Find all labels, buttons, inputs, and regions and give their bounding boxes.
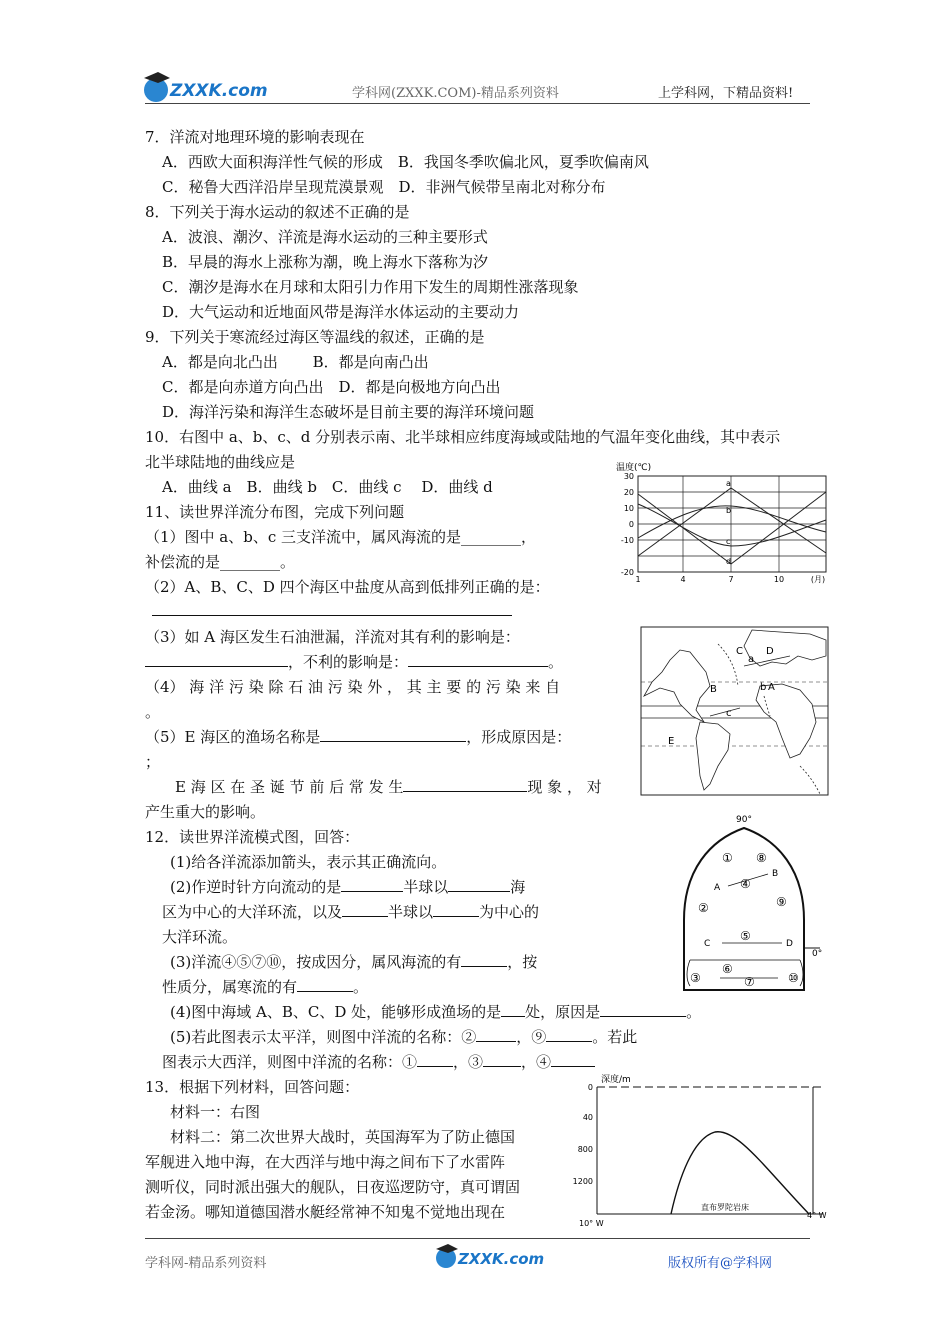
q13-material2-line2: 军舰进入地中海，在大西洋与地中海之间布下了水雷阵 bbox=[145, 1153, 506, 1171]
gyre-current-5: ⑤ bbox=[740, 929, 751, 943]
q7-stem: 7．洋流对地理环境的影响表现在 bbox=[145, 128, 365, 146]
curve-label-c: c bbox=[726, 537, 731, 546]
q12-part2b-blank-1 bbox=[342, 902, 388, 917]
map-label-C: C bbox=[736, 646, 743, 657]
q12-part5b-blank-2 bbox=[483, 1052, 521, 1067]
temp-xunit: (月) bbox=[810, 575, 826, 584]
footer-right[interactable]: 版权所有@学科网 bbox=[668, 1256, 773, 1271]
q11-part2-blank bbox=[152, 601, 512, 616]
q12-part5a bbox=[170, 1025, 637, 1050]
q11-part5-start: （5）E 海区的渔场名称是 bbox=[145, 728, 321, 746]
q12-part2c: 大洋环流。 bbox=[162, 928, 238, 946]
q11-part6-blank bbox=[403, 777, 527, 792]
q12-part5b-1: 图表示大西洋，则图中洋流的名称：① bbox=[162, 1053, 418, 1071]
q11-part5b: ； bbox=[145, 753, 161, 771]
map-label-B: B bbox=[710, 684, 717, 695]
gyre-current-8: ⑧ bbox=[756, 851, 767, 865]
q12-part2b-1: 区为中心的大洋环流，以及 bbox=[162, 903, 343, 921]
gyre-current-7: ⑦ bbox=[744, 975, 755, 989]
q8-option-a: A．波浪、潮汐、洋流是海水运动的三种主要形式 bbox=[162, 228, 488, 246]
q9-stem: 9．下列关于寒流经过海区等温线的叙述，正确的是 bbox=[145, 328, 485, 346]
gyre-letter-A: A bbox=[714, 883, 721, 893]
q12-part3b-2: 。 bbox=[353, 978, 369, 996]
gyre-equator-label: 0° bbox=[812, 949, 823, 959]
q10-stem-2: 北半球陆地的曲线应是 bbox=[145, 453, 296, 471]
curve-label-b: b bbox=[726, 506, 732, 515]
q12-part3a-2: ，按 bbox=[507, 953, 538, 971]
q12-part5b-3: ，④ bbox=[521, 1053, 552, 1071]
temp-ytick-10: 10 bbox=[623, 504, 634, 513]
map-label-E: E bbox=[668, 736, 675, 747]
q12-part5a-1: (5)若此图表示太平洋，则图中洋流的名称：② bbox=[170, 1028, 477, 1046]
q12-part5b-2: ，③ bbox=[453, 1053, 484, 1071]
temp-xtick-4: 4 bbox=[680, 575, 686, 584]
q11-part3-end: 。 bbox=[548, 653, 564, 671]
gyre-letter-D: D bbox=[786, 939, 793, 949]
footer-logo bbox=[432, 1240, 545, 1272]
footer-rule bbox=[145, 1238, 810, 1239]
q12-part5a-blank-1 bbox=[476, 1027, 516, 1042]
q11-part4b: 。 bbox=[145, 703, 161, 721]
map-label-a: a bbox=[748, 654, 755, 665]
q12-part5b-blank-1 bbox=[417, 1052, 453, 1067]
q8-option-d: D．大气运动和近地面风带是海洋水体运动的主要动力 bbox=[162, 303, 520, 321]
q11-part7: 产生重大的影响。 bbox=[145, 803, 266, 821]
ocean-current-map bbox=[640, 626, 830, 796]
strait-depth-chart bbox=[572, 1068, 833, 1230]
q7-options-ab: A．西欧大面积海洋性气候的形成 B．我国冬季吹偏北风，夏季吹偏南风 bbox=[162, 153, 649, 171]
q10-options: A．曲线 a B．曲线 b C．曲线 c D．曲线 d bbox=[162, 478, 493, 496]
q13-material2-line1: 材料二：第二次世界大战时，英国海军为了防止德国 bbox=[170, 1128, 516, 1146]
logo-text: ZXXK.com bbox=[170, 81, 268, 101]
gyre-current-10: ⑩ bbox=[788, 971, 799, 985]
q13-material1: 材料一：右图 bbox=[170, 1103, 261, 1121]
gyre-letter-C: C bbox=[704, 939, 711, 949]
q12-part5b-blank-3 bbox=[551, 1052, 595, 1067]
curve-d bbox=[638, 492, 826, 564]
gyre-current-3: ③ bbox=[690, 971, 701, 985]
q12-part3a-blank bbox=[461, 952, 507, 967]
logo-icon bbox=[140, 66, 270, 106]
q11-part6-start: E 海 区 在 圣 诞 节 前 后 常 发 生 bbox=[175, 778, 404, 796]
q9-options-cd: C．都是向赤道方向凸出 D．都是向极地方向凸出 bbox=[162, 378, 501, 396]
header-logo bbox=[140, 66, 270, 106]
q11-stem: 11、读世界洋流分布图，完成下列问题 bbox=[145, 503, 405, 521]
q11-part6 bbox=[175, 775, 602, 800]
q12-part2a-1: (2)作逆时针方向流动的是 bbox=[170, 878, 342, 896]
q11-part3a: （3）如 A 海区发生石油泄漏，洋流对其有利的影响是： bbox=[145, 628, 520, 646]
q12-part4 bbox=[170, 1000, 701, 1025]
header-rule bbox=[145, 103, 810, 104]
curve-label-d: d bbox=[726, 557, 732, 566]
q11-part1b: 补偿流的是________。 bbox=[145, 553, 296, 571]
gyre-current-9: ⑨ bbox=[776, 895, 787, 909]
footer-left: 学科网-精品系列资料 bbox=[145, 1256, 267, 1271]
temperature-chart bbox=[612, 458, 834, 586]
depth-ytick-1200: 1200 bbox=[572, 1177, 593, 1186]
gyre-current-6: ⑥ bbox=[722, 962, 733, 976]
gyre-current-2: ② bbox=[698, 901, 709, 915]
q11-part3b bbox=[145, 650, 563, 675]
q13-material2-line4: 若金汤。哪知道德国潜水艇经常神不知鬼不觉地出现在 bbox=[145, 1203, 506, 1221]
q11-part1a: （1）图中 a、b、c 三支洋流中，属风海流的是________， bbox=[145, 528, 537, 546]
q11-part3-mid: ，不利的影响是： bbox=[288, 653, 409, 671]
temp-xtick-10: 10 bbox=[773, 575, 785, 584]
temp-ytick-m20: -20 bbox=[620, 568, 634, 577]
q11-part3-blank-1 bbox=[145, 652, 288, 667]
q8-stem: 8．下列关于海水运动的叙述不正确的是 bbox=[145, 203, 410, 221]
depth-right-label: 4° W bbox=[807, 1211, 827, 1220]
temp-ytick-0: 0 bbox=[628, 520, 634, 529]
q11-part3-blank-2 bbox=[408, 652, 548, 667]
q11-part6-end: 现 象 ， 对 bbox=[527, 778, 602, 796]
q12-part2a-2: 半球以 bbox=[403, 878, 449, 896]
q12-part3b bbox=[162, 975, 368, 1000]
header-right: 上学科网，下精品资料! bbox=[658, 86, 794, 101]
q7-options-cd: C．秘鲁大西洋沿岸呈现荒漠景观 D．非洲气候带呈南北对称分布 bbox=[162, 178, 606, 196]
map-label-c: c bbox=[726, 708, 732, 719]
q8-option-c: C．潮汐是海水在月球和太阳引力作用下发生的周期性涨落现象 bbox=[162, 278, 579, 296]
q12-part2a-blank-1 bbox=[341, 877, 403, 892]
depth-ytick-40: 40 bbox=[582, 1113, 593, 1122]
map-label-b: b bbox=[760, 682, 767, 693]
curve-label-a: a bbox=[726, 479, 731, 488]
q12-part2b bbox=[162, 900, 539, 925]
q11-part5a bbox=[145, 725, 571, 750]
q12-part2b-3: 为中心的 bbox=[479, 903, 540, 921]
q12-part3a bbox=[170, 950, 537, 975]
q12-part2a-3: 海 bbox=[510, 878, 526, 896]
q13-material2-line3: 测听仪，同时派出强大的舰队，日夜巡逻防守，真可谓固 bbox=[145, 1178, 521, 1196]
q10-stem-1: 10．右图中 a、b、c、d 分别表示南、北半球相应纬度海域或陆地的气温年变化曲线，其中表示 bbox=[145, 428, 781, 446]
footer-logo-text: ZXXK.com bbox=[458, 1250, 545, 1268]
q12-part2b-2: 半球以 bbox=[388, 903, 434, 921]
q11-part5-end: ，形成原因是： bbox=[466, 728, 572, 746]
map-label-A: A bbox=[768, 682, 775, 693]
q12-part3b-blank bbox=[297, 977, 353, 992]
footer-logo-icon bbox=[432, 1240, 545, 1272]
q12-part5b bbox=[162, 1050, 595, 1075]
temp-ylabel: 温度(℃) bbox=[616, 463, 652, 473]
q12-part4-3: 。 bbox=[686, 1003, 702, 1021]
q11-part5-blank bbox=[320, 727, 466, 742]
q9-options-ab: A．都是向北凸出 B．都是向南凸出 bbox=[162, 353, 429, 371]
q12-part4-1: (4)图中海域 A、B、C、D 处，能够形成渔场的是 bbox=[170, 1003, 502, 1021]
q13-stem: 13．根据下列材料，回答问题： bbox=[145, 1078, 360, 1096]
gyre-current-1: ① bbox=[722, 851, 733, 865]
q12-part2b-blank-2 bbox=[433, 902, 479, 917]
q12-part3a-1: (3)洋流④⑤⑦⑩，按成因分，属风海流的有 bbox=[170, 953, 462, 971]
depth-ytick-800: 800 bbox=[577, 1145, 593, 1154]
header-center: 学科网(ZXXK.COM)-精品系列资料 bbox=[352, 86, 559, 101]
map-label-D: D bbox=[766, 646, 774, 657]
depth-left-label: 10° W bbox=[579, 1219, 604, 1228]
temp-ytick-20: 20 bbox=[623, 488, 634, 497]
q12-part4-blank-1 bbox=[501, 1002, 525, 1017]
q12-part2a-blank-2 bbox=[448, 877, 510, 892]
depth-ytick-0: 0 bbox=[587, 1083, 593, 1092]
gyre-current-4: ④ bbox=[740, 877, 751, 891]
q12-part4-blank-2 bbox=[600, 1002, 686, 1017]
temp-ytick-m10: -10 bbox=[620, 536, 634, 545]
q12-part5a-blank-2 bbox=[546, 1027, 592, 1042]
temp-xtick-7: 7 bbox=[728, 575, 734, 584]
q9-option-d2: D．海洋污染和海洋生态破坏是目前主要的海洋环境问题 bbox=[162, 403, 535, 421]
q12-stem: 12．读世界洋流模式图，回答： bbox=[145, 828, 360, 846]
q12-part2a bbox=[170, 875, 525, 900]
q12-part5a-2: ，⑨ bbox=[516, 1028, 547, 1046]
depth-center-label: 直布罗陀岩床 bbox=[701, 1203, 749, 1212]
gyre-letter-B: B bbox=[772, 869, 779, 879]
temp-xtick-1: 1 bbox=[635, 575, 641, 584]
q8-option-b: B．早晨的海水上涨称为潮，晚上海水下落称为汐 bbox=[162, 253, 489, 271]
temp-ytick-30: 30 bbox=[623, 472, 634, 481]
q11-part2: （2）A、B、C、D 四个海区中盐度从高到低排列正确的是： bbox=[145, 578, 550, 596]
q12-part3b-1: 性质分，属寒流的有 bbox=[162, 978, 298, 996]
q12-part4-2: 处，原因是 bbox=[525, 1003, 601, 1021]
gyre-top-label: 90° bbox=[736, 815, 752, 825]
q11-part4a: （4） 海 洋 污 染 除 石 油 污 染 外 ， 其 主 要 的 污 染 来 自 bbox=[145, 678, 561, 696]
ocean-gyre-model bbox=[670, 810, 830, 996]
q12-part5a-3: 。若此 bbox=[592, 1028, 638, 1046]
depth-ylabel: 深度/m bbox=[601, 1075, 631, 1085]
q12-part1: (1)给各洋流添加箭头，表示其正确流向。 bbox=[170, 853, 447, 871]
